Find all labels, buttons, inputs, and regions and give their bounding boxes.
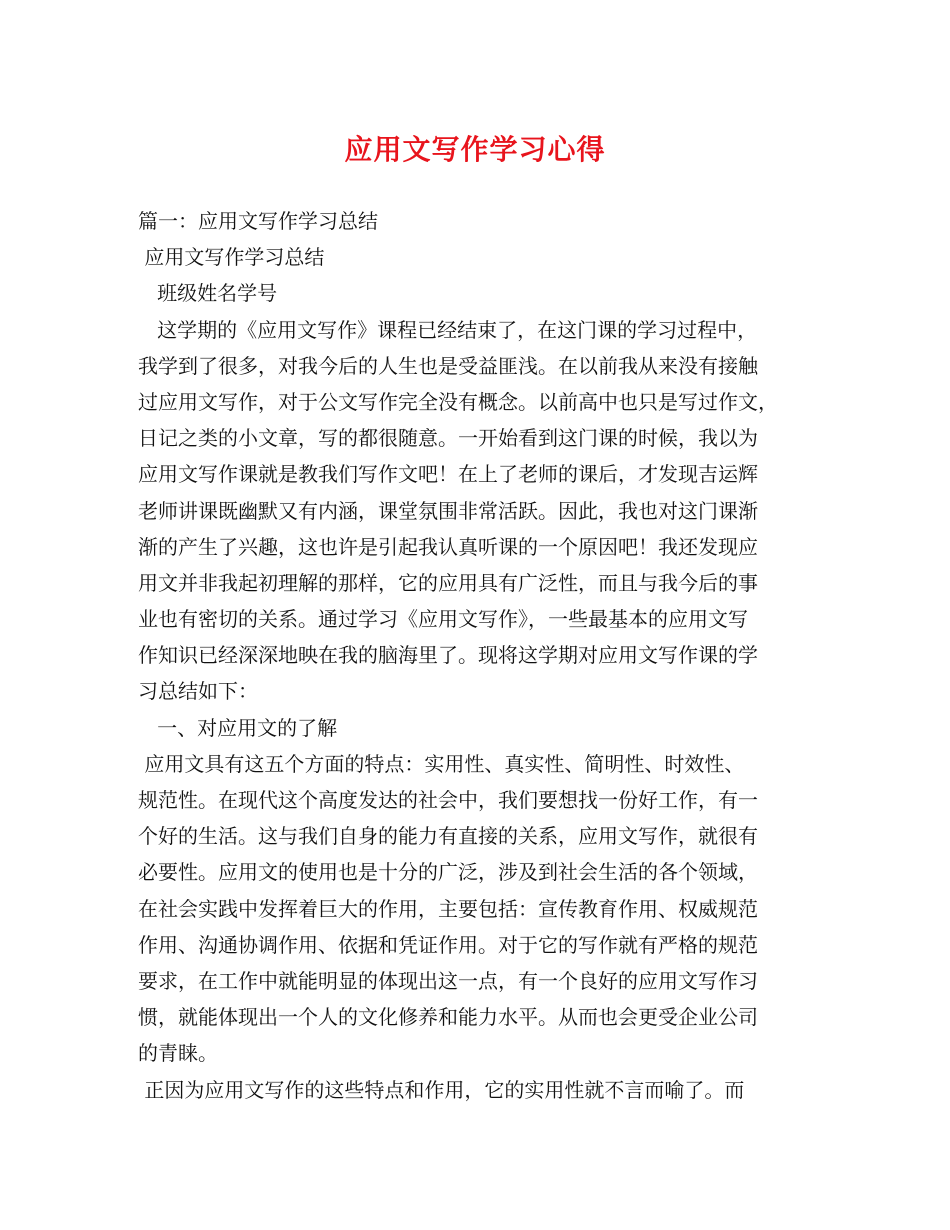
body-line: 个好的生活。这与我们自身的能力有直接的关系，应用文写作，就很有 <box>138 824 758 849</box>
body-line: 习总结如下： <box>138 679 258 704</box>
body-line: 惯，就能体现出一个人的文化修养和能力水平。从而也会更受企业公司 <box>138 1005 758 1030</box>
body-line: 应用文写作学习总结 <box>138 245 325 270</box>
body-line: 必要性。应用文的使用也是十分的广泛，涉及到社会生活的各个领域， <box>138 860 758 885</box>
body-line: 我学到了很多，对我今后的人生也是受益匪浅。在以前我从来没有接触 <box>138 353 758 378</box>
body-line: 作知识已经深深地映在我的脑海里了。现将这学期对应用文写作课的学 <box>138 643 758 668</box>
document-title: 应用文写作学习心得 <box>344 133 606 166</box>
body-line: 用文并非我起初理解的那样，它的应用具有广泛性，而且与我今后的事 <box>138 570 758 595</box>
body-line: 日记之类的小文章，写的都很随意。一开始看到这门课的时候，我以为 <box>138 426 758 451</box>
body-line: 的青睐。 <box>138 1041 218 1066</box>
body-line: 应用文具有这五个方面的特点：实用性、真实性、简明性、时效性、 <box>138 751 745 776</box>
body-line: 应用文写作课就是教我们写作文吧！在上了老师的课后，才发现吉运辉 <box>138 462 758 487</box>
body-line: 作用、沟通协调作用、依据和凭证作用。对于它的写作就有严格的规范 <box>138 932 758 957</box>
body-line: 要求，在工作中就能明显的体现出这一点，有一个良好的应用文写作习 <box>138 968 758 993</box>
body-line: 在社会实践中发挥着巨大的作用，主要包括：宣传教育作用、权威规范 <box>138 896 758 921</box>
body-line: 班级姓名学号 <box>138 281 278 306</box>
body-line: 业也有密切的关系。通过学习《应用文写作》，一些最基本的应用文写 <box>138 607 748 632</box>
body-line: 规范性。在现代这个高度发达的社会中，我们要想找一份好工作，有一 <box>138 788 758 812</box>
body-line: 老师讲课既幽默又有内涵，课堂氛围非常活跃。因此，我也对这门课渐 <box>138 498 758 523</box>
body-line: 篇一：应用文写作学习总结 <box>138 209 378 233</box>
document-body <box>138 203 838 1108</box>
body-line: 渐的产生了兴趣，这也许是引起我认真听课的一个原因吧！我还发现应 <box>138 534 758 559</box>
body-line: 一、对应用文的了解 <box>138 715 338 740</box>
body-line: 过应用文写作，对于公文写作完全没有概念。以前高中也只是写过作文， <box>138 389 778 414</box>
body-line: 正因为应用文写作的这些特点和作用，它的实用性就不言而喻了。而 <box>138 1077 745 1102</box>
body-line: 这学期的《应用文写作》课程已经结束了，在这门课的学习过程中， <box>138 317 758 342</box>
